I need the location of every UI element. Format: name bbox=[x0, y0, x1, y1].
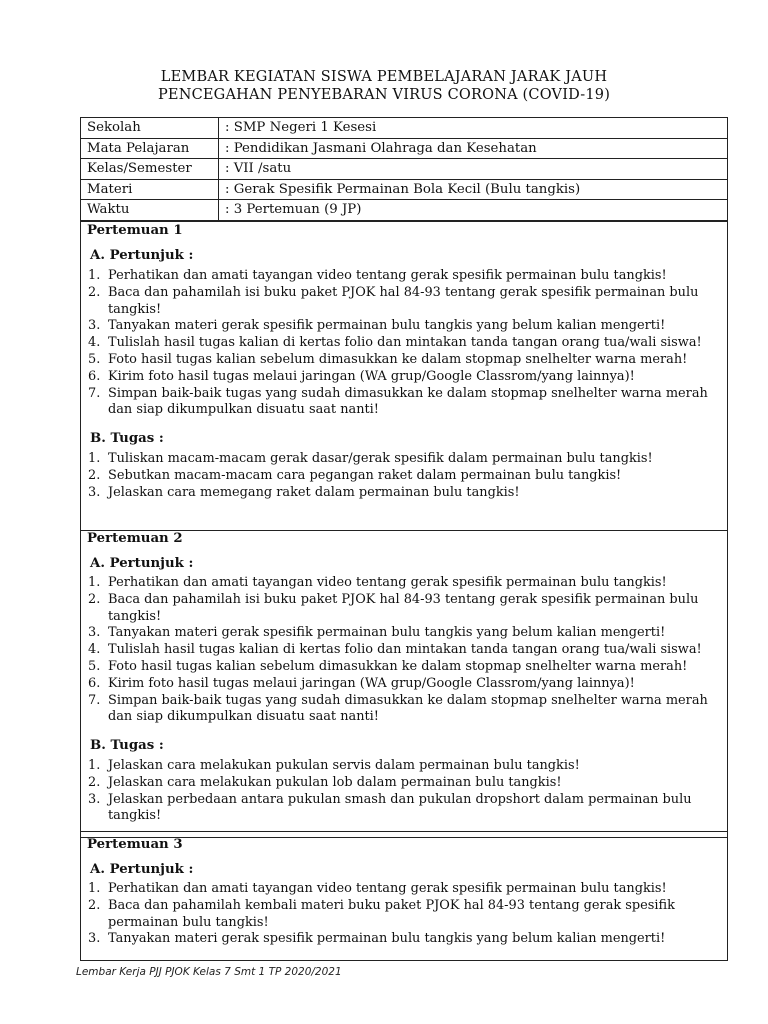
instructions-list bbox=[88, 268, 724, 419]
list-item-text: Kirim foto hasil tugas melaui jaringan (WA grup/Google Classrom/yang lainnya)! bbox=[108, 368, 635, 384]
list-item-text: Kirim foto hasil tugas melaui jaringan (WA grup/Google Classrom/yang lainnya)! bbox=[108, 675, 635, 691]
info-label: Mata Pelajaran bbox=[81, 138, 219, 159]
meeting-3-section bbox=[80, 831, 728, 961]
info-label: Sekolah bbox=[81, 118, 219, 139]
list-item-text: Baca dan pahamilah kembali materi buku paket PJOK hal 84-93 tentang gerak spesifik permainan bulu tangkis! bbox=[108, 897, 675, 930]
info-label: Materi bbox=[81, 179, 219, 200]
info-label: Kelas/Semester bbox=[81, 159, 219, 180]
info-value: : Pendidikan Jasmani Olahraga dan Kesehatan bbox=[219, 138, 728, 159]
list-item-text: Jelaskan cara memegang raket dalam permainan bulu tangkis! bbox=[108, 484, 520, 500]
info-value: : Gerak Spesifik Permainan Bola Kecil (Bulu tangkis) bbox=[219, 179, 728, 200]
list-item-text: Simpan baik-baik tugas yang sudah dimasukkan ke dalam stopmap snelhelter warna merah dan siap dikumpulkan disuatu saat nanti! bbox=[108, 385, 708, 418]
list-item-text: Simpan baik-baik tugas yang sudah dimasukkan ke dalam stopmap snelhelter warna merah dan siap dikumpulkan disuatu saat nanti! bbox=[108, 692, 708, 725]
list-item-text: Foto hasil tugas kalian sebelum dimasukkan ke dalam stopmap snelhelter warna merah! bbox=[108, 658, 688, 674]
list-item-text: Baca dan pahamilah isi buku paket PJOK hal 84-93 tentang gerak spesifik permainan bulu tangkis! bbox=[108, 591, 699, 624]
list-item: 1. Jelaskan cara melakukan pukulan servis dalam permainan bulu tangkis! bbox=[88, 758, 580, 773]
list-item: 2. Baca dan pahamilah isi buku paket PJOK hal 84-93 tentang gerak spesifik permainan bulu tangkis! bbox=[88, 591, 699, 624]
info-value: : SMP Negeri 1 Kesesi bbox=[219, 118, 728, 139]
info-value: : VII /satu bbox=[219, 159, 728, 180]
list-item: 1. Tuliskan macam-macam gerak dasar/gerak spesifik dalam permainan bulu tangkis! bbox=[88, 451, 653, 466]
list-item: 2. Sebutkan macam-macam cara pegangan raket dalam permainan bulu tangkis! bbox=[88, 467, 622, 483]
list-item: 7. Simpan baik-baik tugas yang sudah dimasukkan ke dalam stopmap snelhelter warna merah dan siap dikumpulkan disuatu saat nanti! bbox=[88, 692, 708, 725]
list-item-text: Jelaskan perbedaan antara pukulan smash dan pukulan dropshort dalam permainan bulu tangkis! bbox=[108, 791, 692, 824]
document-title-line-1: LEMBAR KEGIATAN SISWA PEMBELAJARAN JARAK JAUH bbox=[160, 69, 608, 85]
list-item-text: Foto hasil tugas kalian sebelum dimasukkan ke dalam stopmap snelhelter warna merah! bbox=[108, 351, 688, 367]
list-item: 3. Jelaskan cara memegang raket dalam permainan bulu tangkis! bbox=[88, 484, 520, 500]
list-item: 1. Perhatikan dan amati tayangan video tentang gerak spesifik permainan bulu tangkis! bbox=[88, 881, 667, 896]
info-label: Waktu bbox=[81, 200, 219, 221]
list-item: 3. Jelaskan perbedaan antara pukulan smash dan pukulan dropshort dalam permainan bulu tangkis! bbox=[88, 791, 692, 824]
info-table bbox=[80, 117, 728, 221]
instructions-heading: A. Pertunjuk : bbox=[90, 248, 194, 263]
info-value: : 3 Pertemuan (9 JP) bbox=[219, 200, 728, 221]
tasks-list bbox=[88, 451, 724, 501]
tasks-heading: B. Tugas : bbox=[90, 431, 164, 446]
list-item: 2. Baca dan pahamilah kembali materi buku paket PJOK hal 84-93 tentang gerak spesifik permainan bulu tangkis! bbox=[88, 897, 675, 930]
list-item-text: Perhatikan dan amati tayangan video tentang gerak spesifik permainan bulu tangkis! bbox=[108, 268, 667, 283]
list-item-text: Tanyakan materi gerak spesifik permainan bulu tangkis yang belum kalian mengerti! bbox=[108, 625, 666, 641]
meeting-2-section bbox=[80, 530, 728, 838]
list-item: 2. Baca dan pahamilah isi buku paket PJOK hal 84-93 tentang gerak spesifik permainan bulu tangkis! bbox=[88, 284, 699, 317]
instructions-list bbox=[88, 575, 724, 726]
list-item: 3. Tanyakan materi gerak spesifik permainan bulu tangkis yang belum kalian mengerti! bbox=[88, 625, 666, 641]
list-item-text: Jelaskan cara melakukan pukulan servis dalam permainan bulu tangkis! bbox=[108, 758, 580, 773]
instructions-heading: A. Pertunjuk : bbox=[90, 862, 194, 877]
list-item: 4. Tulislah hasil tugas kalian di kertas folio dan mintakan tanda tangan orang tua/wali siswa! bbox=[88, 335, 702, 351]
info-row bbox=[81, 179, 728, 200]
list-item: 2. Jelaskan cara melakukan pukulan lob dalam permainan bulu tangkis! bbox=[88, 774, 562, 790]
info-row bbox=[81, 200, 728, 221]
page-footer: Lembar Kerja PJJ PJOK Kelas 7 Smt 1 TP 2020/2021 bbox=[76, 966, 342, 978]
list-item: 5. Foto hasil tugas kalian sebelum dimasukkan ke dalam stopmap snelhelter warna merah! bbox=[88, 658, 688, 674]
meeting-title: Pertemuan 2 bbox=[87, 531, 183, 546]
list-item: 5. Foto hasil tugas kalian sebelum dimasukkan ke dalam stopmap snelhelter warna merah! bbox=[88, 351, 688, 367]
list-item: 3. Tanyakan materi gerak spesifik permainan bulu tangkis yang belum kalian mengerti! bbox=[88, 318, 666, 334]
list-item-text: Perhatikan dan amati tayangan video tentang gerak spesifik permainan bulu tangkis! bbox=[108, 881, 667, 896]
info-row bbox=[81, 138, 728, 159]
list-item-text: Tanyakan materi gerak spesifik permainan bulu tangkis yang belum kalian mengerti! bbox=[108, 318, 666, 334]
list-item-text: Tuliskan macam-macam gerak dasar/gerak spesifik dalam permainan bulu tangkis! bbox=[108, 451, 653, 466]
list-item: 1. Perhatikan dan amati tayangan video tentang gerak spesifik permainan bulu tangkis! bbox=[88, 268, 667, 283]
list-item: 6. Kirim foto hasil tugas melaui jaringan (WA grup/Google Classrom/yang lainnya)! bbox=[88, 675, 635, 691]
instructions-list bbox=[88, 881, 724, 948]
list-item: 6. Kirim foto hasil tugas melaui jaringan (WA grup/Google Classrom/yang lainnya)! bbox=[88, 368, 635, 384]
list-item-text: Tulislah hasil tugas kalian di kertas folio dan mintakan tanda tangan orang tua/wali siswa! bbox=[108, 642, 702, 658]
info-row bbox=[81, 159, 728, 180]
tasks-heading: B. Tugas : bbox=[90, 738, 164, 753]
list-item: 1. Perhatikan dan amati tayangan video tentang gerak spesifik permainan bulu tangkis! bbox=[88, 575, 667, 590]
tasks-list bbox=[88, 758, 724, 825]
list-item-text: Perhatikan dan amati tayangan video tentang gerak spesifik permainan bulu tangkis! bbox=[108, 575, 667, 590]
list-item-text: Baca dan pahamilah isi buku paket PJOK hal 84-93 tentang gerak spesifik permainan bulu tangkis! bbox=[108, 284, 699, 317]
list-item: 7. Simpan baik-baik tugas yang sudah dimasukkan ke dalam stopmap snelhelter warna merah dan siap dikumpulkan disuatu saat nanti! bbox=[88, 385, 708, 418]
document-title-line-2: PENCEGAHAN PENYEBARAN VIRUS CORONA (COVID-19) bbox=[157, 87, 611, 103]
info-row bbox=[81, 118, 728, 139]
list-item: 3. Tanyakan materi gerak spesifik permainan bulu tangkis yang belum kalian mengerti! bbox=[88, 931, 666, 947]
meeting-1-section bbox=[80, 221, 728, 531]
meeting-title: Pertemuan 1 bbox=[87, 223, 183, 238]
meeting-title: Pertemuan 3 bbox=[87, 837, 183, 852]
list-item-text: Sebutkan macam-macam cara pegangan raket dalam permainan bulu tangkis! bbox=[108, 467, 622, 483]
list-item: 4. Tulislah hasil tugas kalian di kertas folio dan mintakan tanda tangan orang tua/wali siswa! bbox=[88, 642, 702, 658]
list-item-text: Tulislah hasil tugas kalian di kertas folio dan mintakan tanda tangan orang tua/wali siswa! bbox=[108, 335, 702, 351]
list-item-text: Tanyakan materi gerak spesifik permainan bulu tangkis yang belum kalian mengerti! bbox=[108, 931, 666, 947]
list-item-text: Jelaskan cara melakukan pukulan lob dalam permainan bulu tangkis! bbox=[108, 774, 562, 790]
instructions-heading: A. Pertunjuk : bbox=[90, 556, 194, 571]
